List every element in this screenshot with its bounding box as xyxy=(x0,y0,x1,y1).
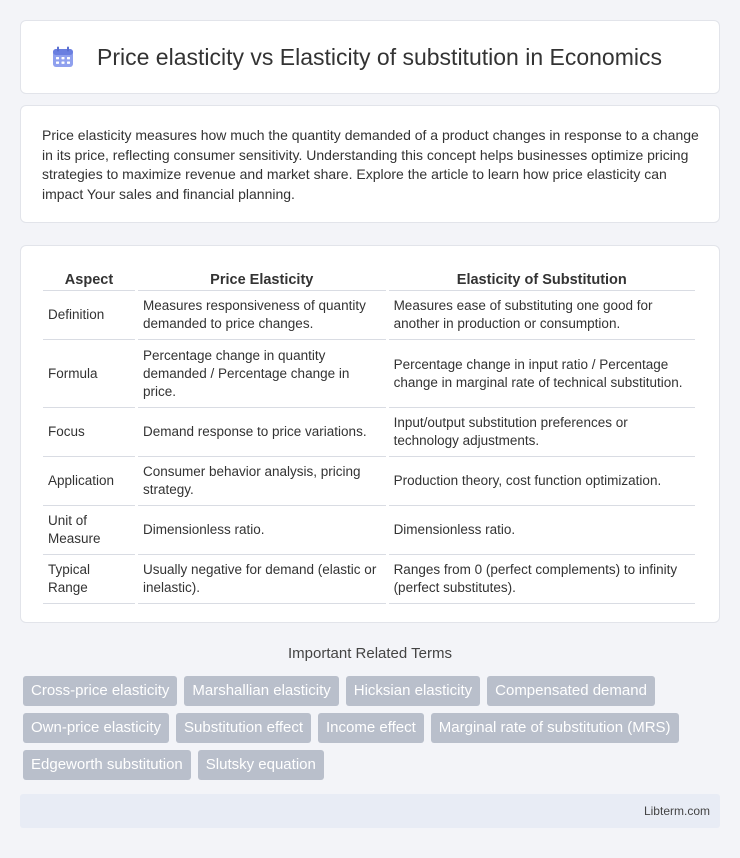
footer-site-link[interactable]: Libterm.com xyxy=(643,804,710,818)
related-term-tag[interactable]: Marginal rate of substitution (MRS) xyxy=(431,713,679,743)
intro-text: Price elasticity measures how much the quantity demanded of a product changes in response to a change in its price, reflecting consumer sensitivity. Understanding this concept helps businesses optimize pricing strategies to maximize revenue and market share. Explore the article to learn how price elasticity can impact Your sales and financial planning. xyxy=(42,127,699,202)
table-row xyxy=(43,457,695,506)
related-term-tag[interactable]: Own-price elasticity xyxy=(23,713,169,743)
table-row xyxy=(43,291,695,340)
related-term-tag[interactable]: Compensated demand xyxy=(487,676,655,706)
row-price-elasticity: Consumer behavior analysis, pricing strategy. xyxy=(138,457,386,506)
intro-card xyxy=(20,105,720,223)
related-term-tag[interactable]: Marshallian elasticity xyxy=(184,676,338,706)
row-price-elasticity: Usually negative for demand (elastic or inelastic). xyxy=(138,555,386,604)
comparison-table-card xyxy=(20,245,720,623)
comparison-table xyxy=(40,264,698,604)
row-price-elasticity: Dimensionless ratio. xyxy=(138,506,386,555)
calendar-icon xyxy=(51,45,75,69)
row-aspect: Unit of Measure xyxy=(43,506,135,555)
related-term-tag[interactable]: Slutsky equation xyxy=(198,750,324,780)
related-term-tag[interactable]: Cross-price elasticity xyxy=(23,676,177,706)
row-elasticity-of-substitution: Percentage change in input ratio / Percentage change in marginal rate of technical substitution. xyxy=(389,340,695,408)
row-price-elasticity: Demand response to price variations. xyxy=(138,408,386,457)
related-term-tag[interactable]: Substitution effect xyxy=(176,713,311,743)
header-aspect: Aspect xyxy=(43,264,135,291)
table-row xyxy=(43,340,695,408)
row-aspect: Definition xyxy=(43,291,135,340)
row-price-elasticity: Percentage change in quantity demanded / Percentage change in price. xyxy=(138,340,386,408)
table-row xyxy=(43,408,695,457)
header-price-elasticity: Price Elasticity xyxy=(138,264,386,291)
table-header-row xyxy=(43,264,695,291)
table-row xyxy=(43,506,695,555)
footer xyxy=(20,794,720,828)
related-term-tag[interactable]: Hicksian elasticity xyxy=(346,676,480,706)
row-elasticity-of-substitution: Ranges from 0 (perfect complements) to infinity (perfect substitutes). xyxy=(389,555,695,604)
row-elasticity-of-substitution: Dimensionless ratio. xyxy=(389,506,695,555)
row-price-elasticity: Measures responsiveness of quantity demanded to price changes. xyxy=(138,291,386,340)
page-title: Price elasticity vs Elasticity of substitution in Economics xyxy=(97,43,662,70)
table-row xyxy=(43,555,695,604)
row-aspect: Typical Range xyxy=(43,555,135,604)
related-terms-list xyxy=(23,676,723,780)
row-elasticity-of-substitution: Input/output substitution preferences or technology adjustments. xyxy=(389,408,695,457)
row-aspect: Formula xyxy=(43,340,135,408)
header-card xyxy=(20,20,720,94)
row-elasticity-of-substitution: Production theory, cost function optimization. xyxy=(389,457,695,506)
related-term-tag[interactable]: Income effect xyxy=(318,713,424,743)
related-term-tag[interactable]: Edgeworth substitution xyxy=(23,750,191,780)
row-aspect: Application xyxy=(43,457,135,506)
related-terms-title: Important Related Terms xyxy=(288,645,452,662)
row-aspect: Focus xyxy=(43,408,135,457)
header-elasticity-of-substitution: Elasticity of Substitution xyxy=(389,264,695,291)
row-elasticity-of-substitution: Measures ease of substituting one good for another in production or consumption. xyxy=(389,291,695,340)
